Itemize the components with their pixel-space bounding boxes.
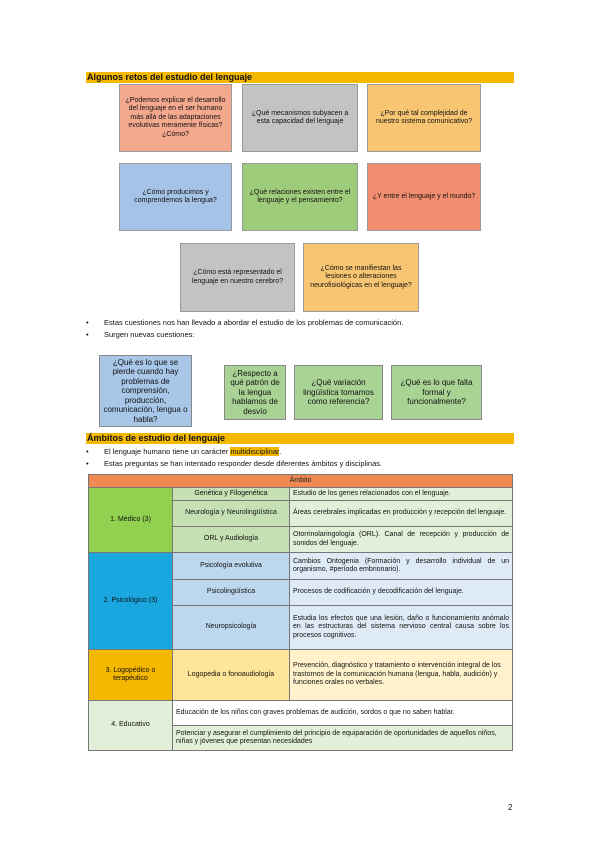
category-medico <box>89 488 173 553</box>
table-cell-desc: Procesos de codificación y decodificación del lenguaje. <box>290 580 513 606</box>
table-cell-desc: Potenciar y asegurar el cumplimiento del principio de equiparación de oportunidades de aquellos niños, niñas y jóvenes que presentan necesidades <box>173 726 513 751</box>
table-cell-sub: Neuropsicología <box>173 606 290 650</box>
bullet-item: • Estas cuestiones nos han llevado a abordar el estudio de los problemas de comunicación. <box>86 318 404 327</box>
highlight-text: multidisciplinar <box>230 447 280 456</box>
section-title-ambitos: Ámbitos de estudio del lenguaje <box>86 433 514 444</box>
ambitos-table <box>88 474 513 751</box>
table-cell-desc: Otorrinolaringología (ORL). Canal de recepción y producción de sonidos del lenguaje. <box>290 527 513 553</box>
bullet-item: • El lenguaje humano tiene un carácter multidisciplinar. <box>86 447 282 456</box>
bullet-text: . <box>279 447 282 456</box>
table-cell-desc: Áreas cerebrales implicadas en producción y recepción del lenguaje. <box>290 501 513 527</box>
new-question-box: ¿Qué variación lingüística tomamos como referencia? <box>294 365 383 420</box>
question-box: ¿Cómo está representado el lenguaje en nuestro cerebro? <box>180 243 295 312</box>
category-educativo <box>89 701 173 751</box>
category-logopedico <box>89 650 173 701</box>
question-box: ¿Qué mecanismos subyacen a esta capacidad del lenguaje <box>242 84 358 152</box>
table-cell-desc: Educación de los niños con graves problemas de audición, sordos o que no saben hablar. <box>173 701 513 726</box>
table-cell-sub: Psicología evolutiva <box>173 553 290 580</box>
question-box: ¿Por qué tal complejidad de nuestro sistema comunicativo? <box>367 84 481 152</box>
new-question-box: ¿Qué es lo que falta formal y funcionalmente? <box>391 365 482 420</box>
question-box: ¿Cómo se manifiestan las lesiones o alteraciones neurofisiológicas en el lenguaje? <box>303 243 419 312</box>
bullet-text: Surgen nuevas cuestiones: <box>104 330 195 339</box>
category-psicologico <box>89 553 173 650</box>
category-label: 1. Médico (3) <box>110 515 151 523</box>
category-label: 2. Psicológico (3) <box>103 596 158 604</box>
bullet-text: Estas cuestiones nos han llevado a abordar el estudio de los problemas de comunicación. <box>104 318 404 327</box>
table-cell-desc: Cambios Ontogenia (Formación y desarrollo individual de un organismo, #período embrionario). <box>290 553 513 580</box>
new-question-box: ¿Qué es lo que se pierde cuando hay problemas de comprensión, producción, comunicación, lengua o habla? <box>99 355 192 427</box>
page-number: 2 <box>508 803 513 812</box>
table-cell-sub: Psicolingüística <box>173 580 290 606</box>
bullet-text: Estas preguntas se han intentado responder desde diferentes ámbitos y disciplinas. <box>104 459 383 468</box>
table-cell-sub: Neurología y Neurolingüística <box>173 501 290 527</box>
table-cell-sub: Logopedia o fonoaudiología <box>173 650 290 701</box>
table-cell-desc: Estudia los efectos que una lesión, daño o funcionamiento anómalo en las estructuras del sistema nervioso central causa sobre los procesos cognitivos. <box>290 606 513 650</box>
category-label: 4. Educativo <box>111 721 150 729</box>
new-question-box: ¿Respecto a qué patrón de la lengua hablamos de desvío <box>224 365 286 420</box>
question-box: ¿Cómo producimos y comprendemos la lengua? <box>119 163 232 231</box>
question-box: ¿Y entre el lenguaje y el mundo? <box>367 163 481 231</box>
question-box: ¿Qué relaciones existen entre el lenguaje y el pensamiento? <box>242 163 358 231</box>
bullet-text: El lenguaje humano tiene un carácter <box>104 447 231 456</box>
table-cell-desc: Estudio de los genes relacionados con el lenguaje. <box>290 488 513 501</box>
bullet-item: • Estas preguntas se han intentado responder desde diferentes ámbitos y disciplinas. <box>86 459 383 468</box>
table-cell-sub: Genética y Filogenética <box>173 488 290 501</box>
table-cell-desc: Prevención, diagnóstico y tratamiento o intervención integral de los trastornos de la comunicación humana (lengua, habla, audición) y funciones orales no verbales. <box>290 650 513 701</box>
section-title-retos: Algunos retos del estudio del lenguaje <box>86 72 514 83</box>
category-label: 3. Logopédico o terapéutico <box>105 666 156 682</box>
table-cell-sub: ORL y Audiología <box>173 527 290 553</box>
question-box: ¿Podemos explicar el desarrollo del lenguaje en el ser humano más allá de las adaptaciones evolutivas meramente físicas? ¿Cómo? <box>119 84 232 152</box>
bullet-item: • Surgen nuevas cuestiones: <box>86 330 195 339</box>
table-header: Ámbito <box>89 475 513 488</box>
